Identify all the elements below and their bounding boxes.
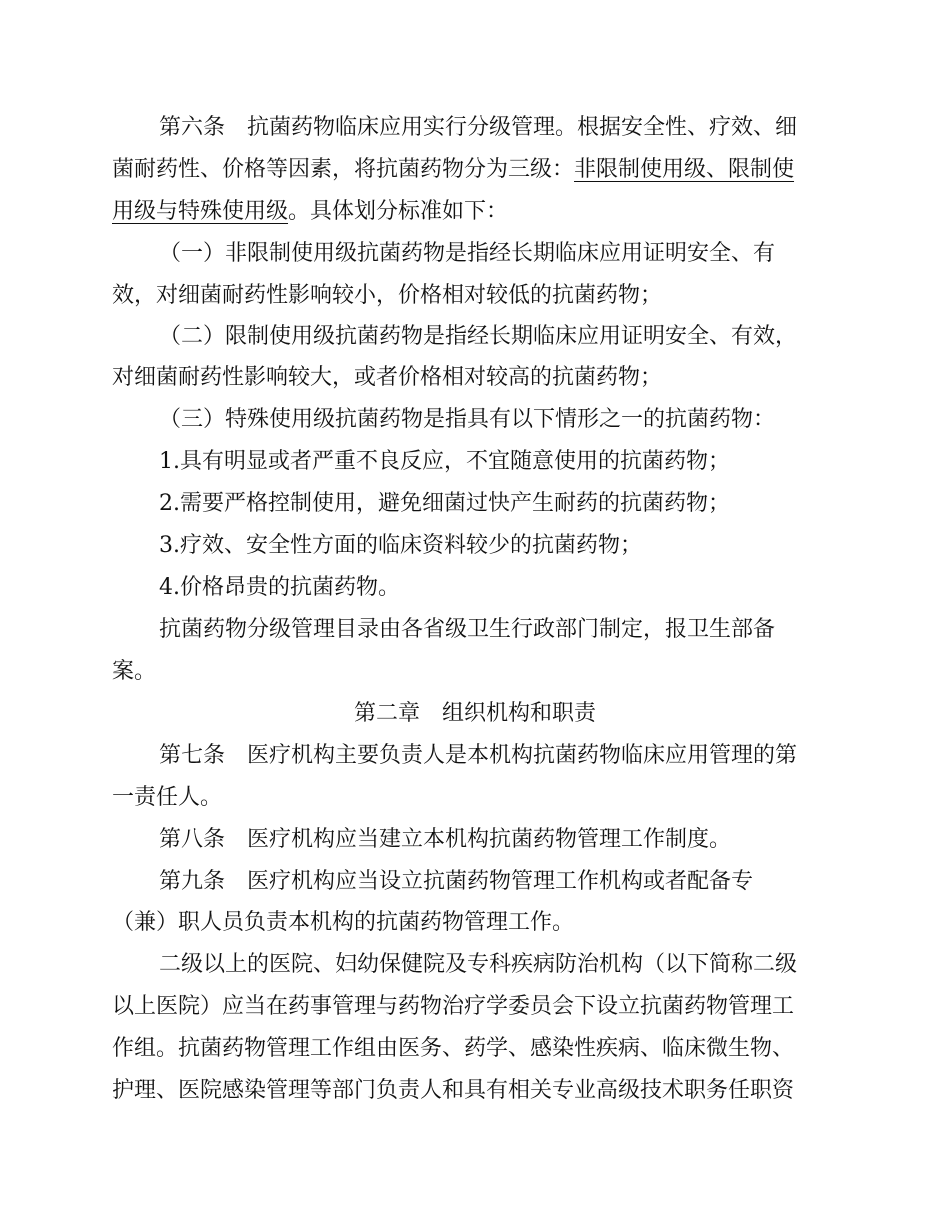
article-6-underlined-levels-1: 非限制使用级、限制使	[574, 157, 795, 182]
catalog-line-2: 案。	[112, 659, 157, 684]
catalog-line-1: 抗菌药物分级管理目录由各省级卫生行政部门制定，报卫生部备	[159, 617, 776, 642]
item-2-line-1: （二）限制使用级抗菌药物是指经长期临床应用证明安全、有效，	[159, 324, 798, 349]
numbered-item-3: 3.疗效、安全性方面的临床资料较少的抗菌药物；	[159, 533, 642, 558]
item-1-line-2: 效，对细菌耐药性影响较小，价格相对较低的抗菌药物；	[112, 283, 663, 308]
chapter-2-title: 第二章 组织机构和职责	[353, 701, 596, 726]
item-3-line-1: （三）特殊使用级抗菌药物是指具有以下情形之一的抗菌药物：	[159, 407, 776, 432]
article-6-line-2	[112, 153, 794, 187]
numbered-item-1: 1.具有明显或者严重不良反应，不宜随意使用的抗菌药物；	[159, 449, 730, 474]
article-9-paragraph-line-3: 作组。抗菌药物管理工作组由医务、药学、感染性疾病、临床微生物、	[112, 1036, 795, 1061]
article-9-paragraph-line-1: 二级以上的医院、妇幼保健院及专科疾病防治机构（以下简称二级	[159, 952, 798, 977]
article-6-line-3	[112, 195, 508, 229]
article-9-line-2: （兼）职人员负责本机构的抗菌药物管理工作。	[112, 910, 575, 935]
item-2-line-2: 对细菌耐药性影响较大，或者价格相对较高的抗菌药物；	[112, 365, 663, 390]
article-7-line-2: 一责任人。	[112, 785, 223, 810]
numbered-item-4: 4.价格昂贵的抗菌药物。	[159, 575, 400, 600]
article-7-line-1: 第七条 医疗机构主要负责人是本机构抗菌药物临床应用管理的第	[159, 743, 798, 768]
article-9-paragraph-line-2: 以上医院）应当在药事管理与药物治疗学委员会下设立抗菌药物管理工	[112, 994, 795, 1019]
item-1-line-1: （一）非限制使用级抗菌药物是指经长期临床应用证明安全、有	[159, 241, 776, 266]
article-6-line-3-text: 。具体划分标准如下：	[288, 199, 509, 224]
numbered-item-2: 2.需要严格控制使用，避免细菌过快产生耐药的抗菌药物；	[159, 491, 730, 516]
article-9-line-1: 第九条 医疗机构应当设立抗菌药物管理工作机构或者配备专	[159, 869, 754, 894]
article-9-paragraph-line-4: 护理、医院感染管理等部门负责人和具有相关专业高级技术职务任职资	[112, 1078, 795, 1103]
article-8-line-1: 第八条 医疗机构应当建立本机构抗菌药物管理工作制度。	[159, 827, 732, 852]
article-6-underlined-levels-2: 用级与特殊使用级	[112, 199, 289, 224]
article-6-line-2-text: 菌耐药性、价格等因素，将抗菌药物分为三级：	[112, 157, 575, 182]
article-6-line-1: 第六条 抗菌药物临床应用实行分级管理。根据安全性、疗效、细	[159, 115, 798, 140]
